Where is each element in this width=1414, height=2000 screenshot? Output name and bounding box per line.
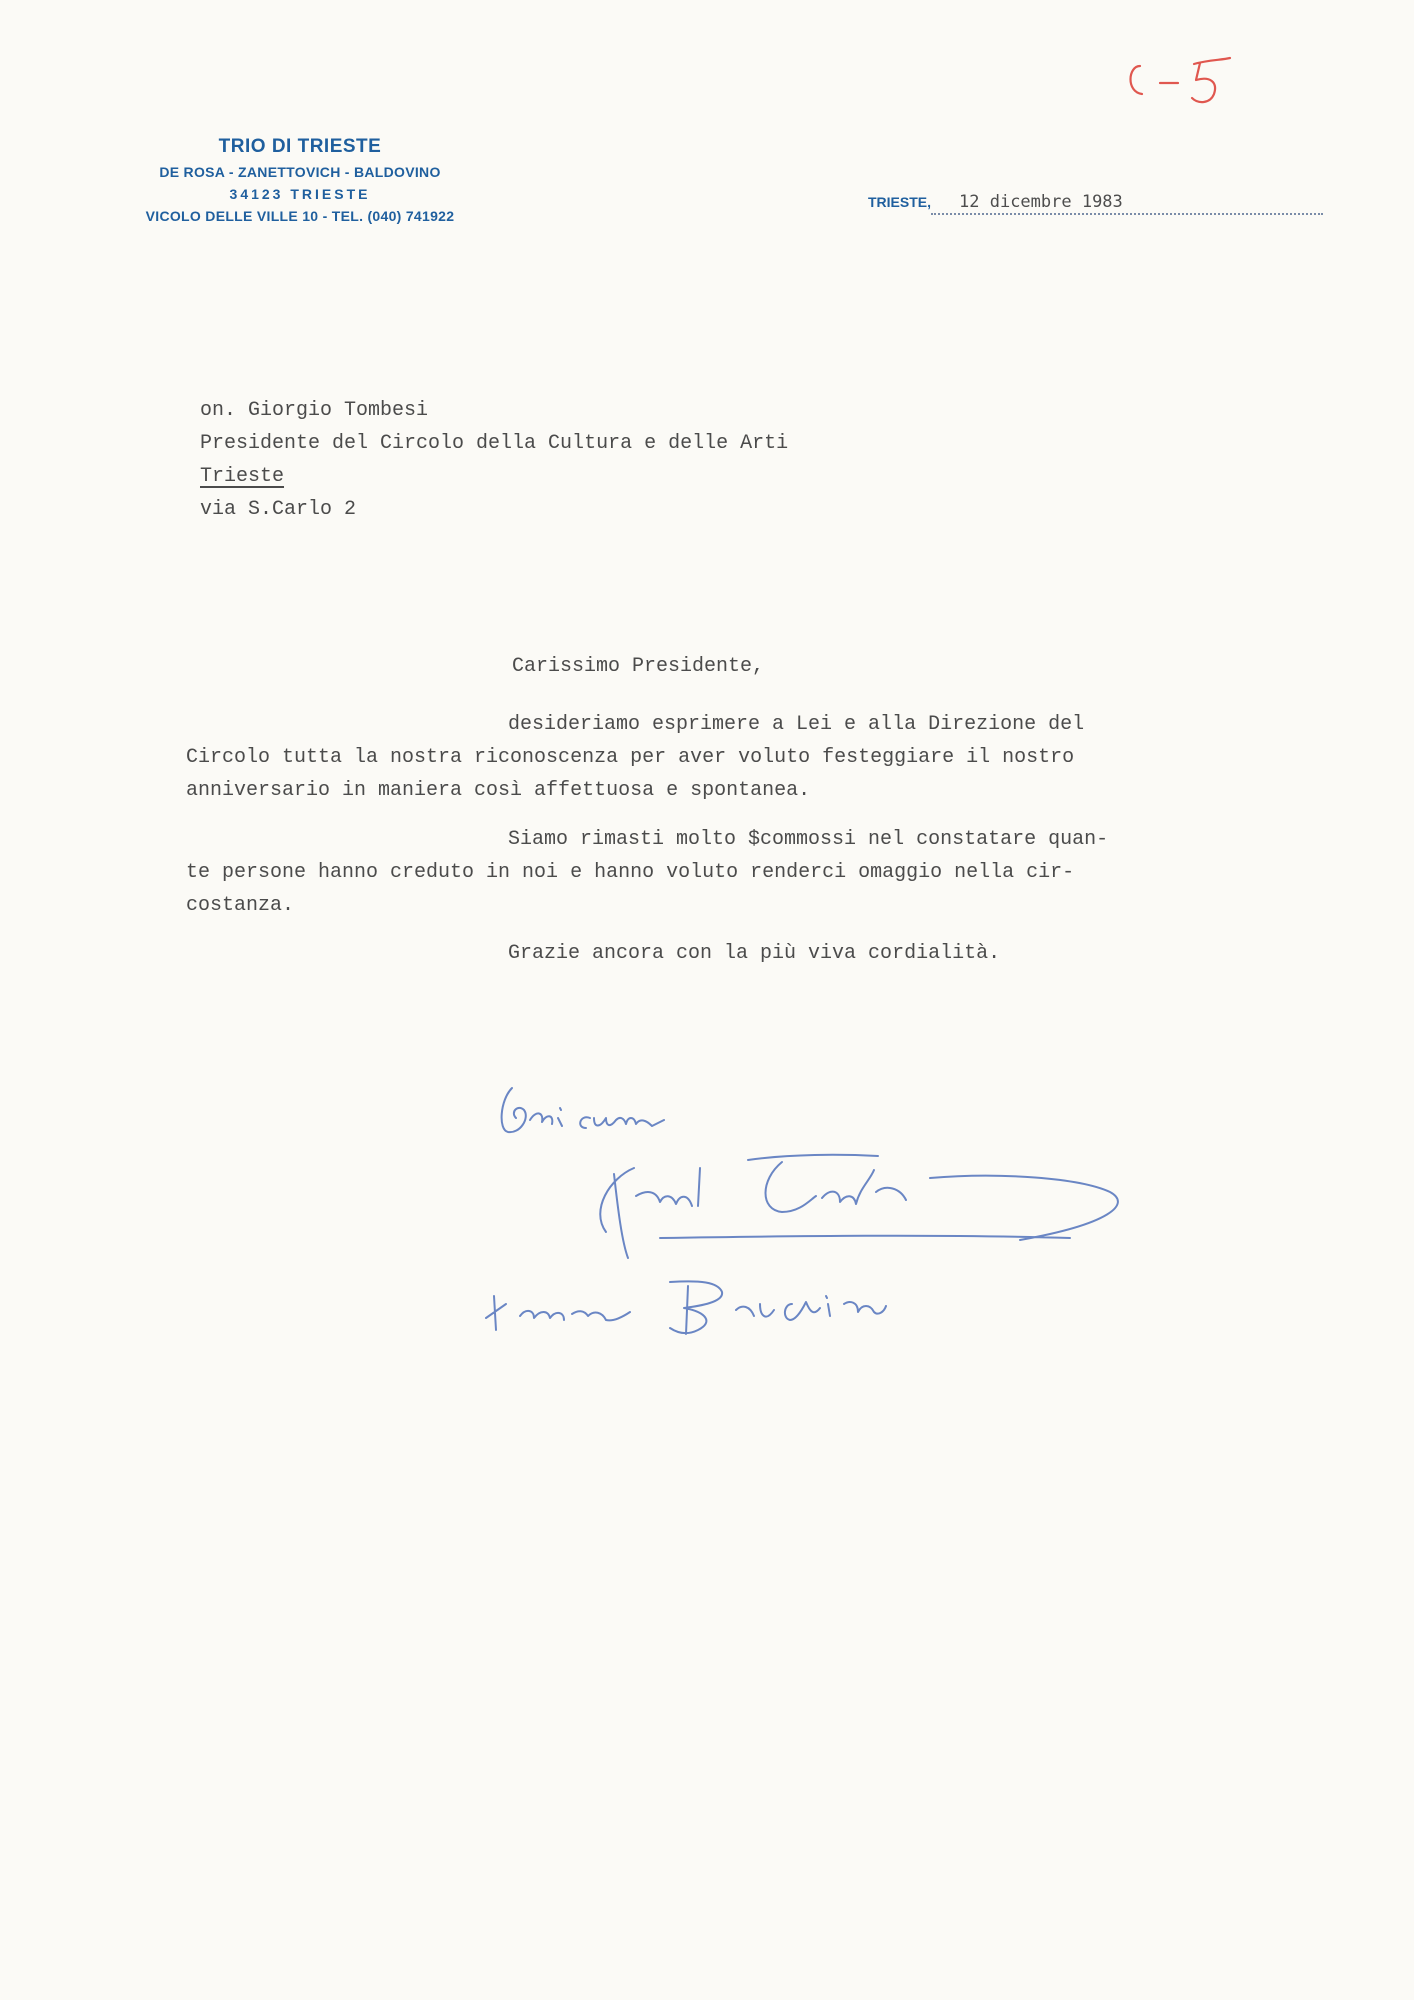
recipient-name: on. Giorgio Tombesi [200,399,429,422]
paragraph-1-line-3: anniversario in maniera così affettuosa e spontanea. [186,779,811,802]
recipient-title: Presidente del Circolo della Cultura e delle Arti [200,432,789,455]
letterhead [100,136,500,224]
signature-note [502,1088,664,1132]
signature-baldovino [486,1281,886,1334]
paragraph-1 [186,708,1084,807]
recipient-street: via S.Carlo 2 [200,498,357,521]
paragraph-2-line-3: costanza. [186,894,295,917]
paragraph-2 [186,823,1108,922]
recipient-address [200,394,788,526]
paragraph-1-line-2: Circolo tutta la nostra riconoscenza per aver voluto festeggiare il nostro [186,746,1075,769]
paragraph-2-line-2: te persone hanno creduto in noi e hanno voluto renderci omaggio nella cir- [186,861,1075,884]
letterhead-city: 34123 TRIESTE [229,186,371,202]
date-city: TRIESTE, [868,194,932,210]
recipient-city: Trieste [200,465,285,488]
paragraph-1-line-1: desideriamo esprimere a Lei e alla Direzione del [508,713,1085,736]
handwritten-signatures [460,1060,1320,1360]
signature-zanettovich [600,1155,1118,1258]
date-line [868,192,1308,215]
letterhead-members: DE ROSA - ZANETTOVICH - BALDOVINO [159,164,441,180]
paragraph-2-line-1: Siamo rimasti molto $commossi nel constatare quan- [508,828,1109,851]
closing-text: Grazie ancora con la più viva cordialità. [508,942,1001,965]
salutation: Carissimo Presidente, [512,655,765,678]
closing-line [186,937,1000,970]
date-value: 12 dicembre 1983 [931,192,1323,215]
archive-mark-c5 [1118,52,1238,110]
letterhead-name: TRIO DI TRIESTE [218,136,382,157]
letterhead-address: VICOLO DELLE VILLE 10 - TEL. (040) 741922 [145,208,455,224]
